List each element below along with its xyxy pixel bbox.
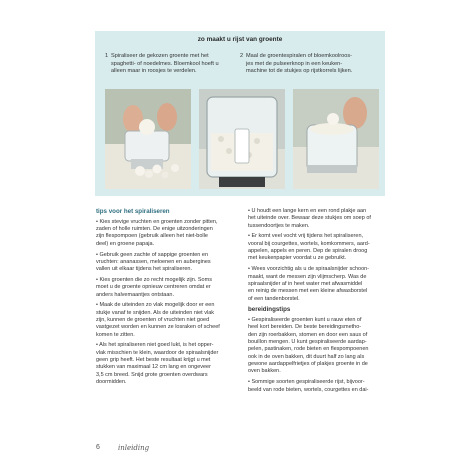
photo-spiralizing xyxy=(105,89,191,189)
step-number: 1 xyxy=(105,53,109,59)
photo-cauliflower-rice xyxy=(293,89,379,189)
photo-food-processor xyxy=(199,89,285,189)
page-number: 6 xyxy=(96,444,100,451)
step-text: Spiraliseer de gekozen groente met het spaghetti- of noedelmes. Bloemkool hoeft u alleen maar in roosjes te verdelen. xyxy=(111,53,219,75)
section-name: inleiding xyxy=(118,444,150,452)
cauliflower-rice-photo-image xyxy=(293,89,379,189)
right-column xyxy=(248,208,388,397)
tip-paragraph: • Wees voorzichtig als u de spiraalsnijder schoon- maakt, want de messen zijn vlijmscherp. Was de spiraalsnijder af in heet water met afwasmiddel en reinig de messen met een kleine afwasborstel of een tandenborstel. xyxy=(248,266,370,302)
tip-paragraph: • Er komt veel vocht vrij tijdens het spiraliseren, vooral bij courgettes, wortels, komkommers, aard- appelen, appels en peren. Dep de spiralen droog met keukenpapier voordat u ze gebruikt. xyxy=(248,233,370,262)
left-column xyxy=(96,208,236,390)
spiralizing-photo-image xyxy=(105,89,191,189)
instruction-box xyxy=(95,31,385,196)
tip-paragraph: • Sommige soorten gespiraliseerde rijst, bijvoor- beeld van rode bieten, wortels, courgettes en dai- xyxy=(248,379,369,393)
step-number: 2 xyxy=(240,53,244,59)
step-2 xyxy=(240,53,380,76)
tip-paragraph: • Als het spiraliseren niet goed lukt, is het opper- vlak misschien te klein, waardoor de spiraalsnijder geen grip heeft. Het beste resultaat krijgt u met stukken van maximaal 12 cm lang en ongeveer 3,5 cm breed. Snijd grote groenten overdwars doormidden. xyxy=(96,342,219,386)
tip-paragraph: • U houdt een lange kern en een rond plakje aan het uiteinde over. Bewaar deze stukjes om soep of tussendoortjes te maken. xyxy=(248,208,371,229)
step-text: Maal de groentespiralen of bloemkoolroos- jes met de pulseerknop in een keuken- machine tot de stukjes op rijstkorrels lijken. xyxy=(246,53,353,75)
step-1 xyxy=(105,53,235,76)
tip-paragraph: • Kies groenten die zo recht mogelijk zijn. Soms moet u de groente opnieuw centreren omdat er anders halvemaantjes ontstaan. xyxy=(96,276,212,298)
tip-paragraph: • Kies stevige vruchten en groenten zonder pitten, zaden of holle ruimten. De enige uitzonderingen zijn flespompoen (gebruik alleen het niet-bolle deel) en groene papaja. xyxy=(96,218,218,247)
tip-paragraph: • Maak de uiteinden zo vlak mogelijk door er een stukje vanaf te snijden. Als de uiteinden niet vlak zijn, kunnen de groenten of vruchten niet goed vastgezet worden en kunnen ze losraken of scheef komen te zitten. xyxy=(96,302,220,338)
tip-paragraph: • Gespiraliseerde groenten kunt u rauw eten of heel kort bereiden. De beste bereidingsmetho- den zijn roerbakken, stomen en door een saus of bouillon mengen. U kunt gespiraliseerde aardap- pelen, pastinaken, rode bieten en flespompoenen ook in de oven bakken, dit duurt half zo lang als gewone aardappelfrietjes of plakjes groente in de oven bakken. xyxy=(248,317,369,375)
preparation-tips-heading: bereidingstips xyxy=(248,306,291,314)
tips-heading: tips voor het spiraliseren xyxy=(96,208,170,215)
box-title: zo maakt u rijst van groente xyxy=(197,36,283,43)
food-processor-photo-image xyxy=(199,89,285,189)
tip-paragraph: • Gebruik geen zachte of sappige groenten en vruchten: ananassen, meloenen en aubergines vallen uit elkaar tijdens het spiraliseren. xyxy=(96,251,211,273)
